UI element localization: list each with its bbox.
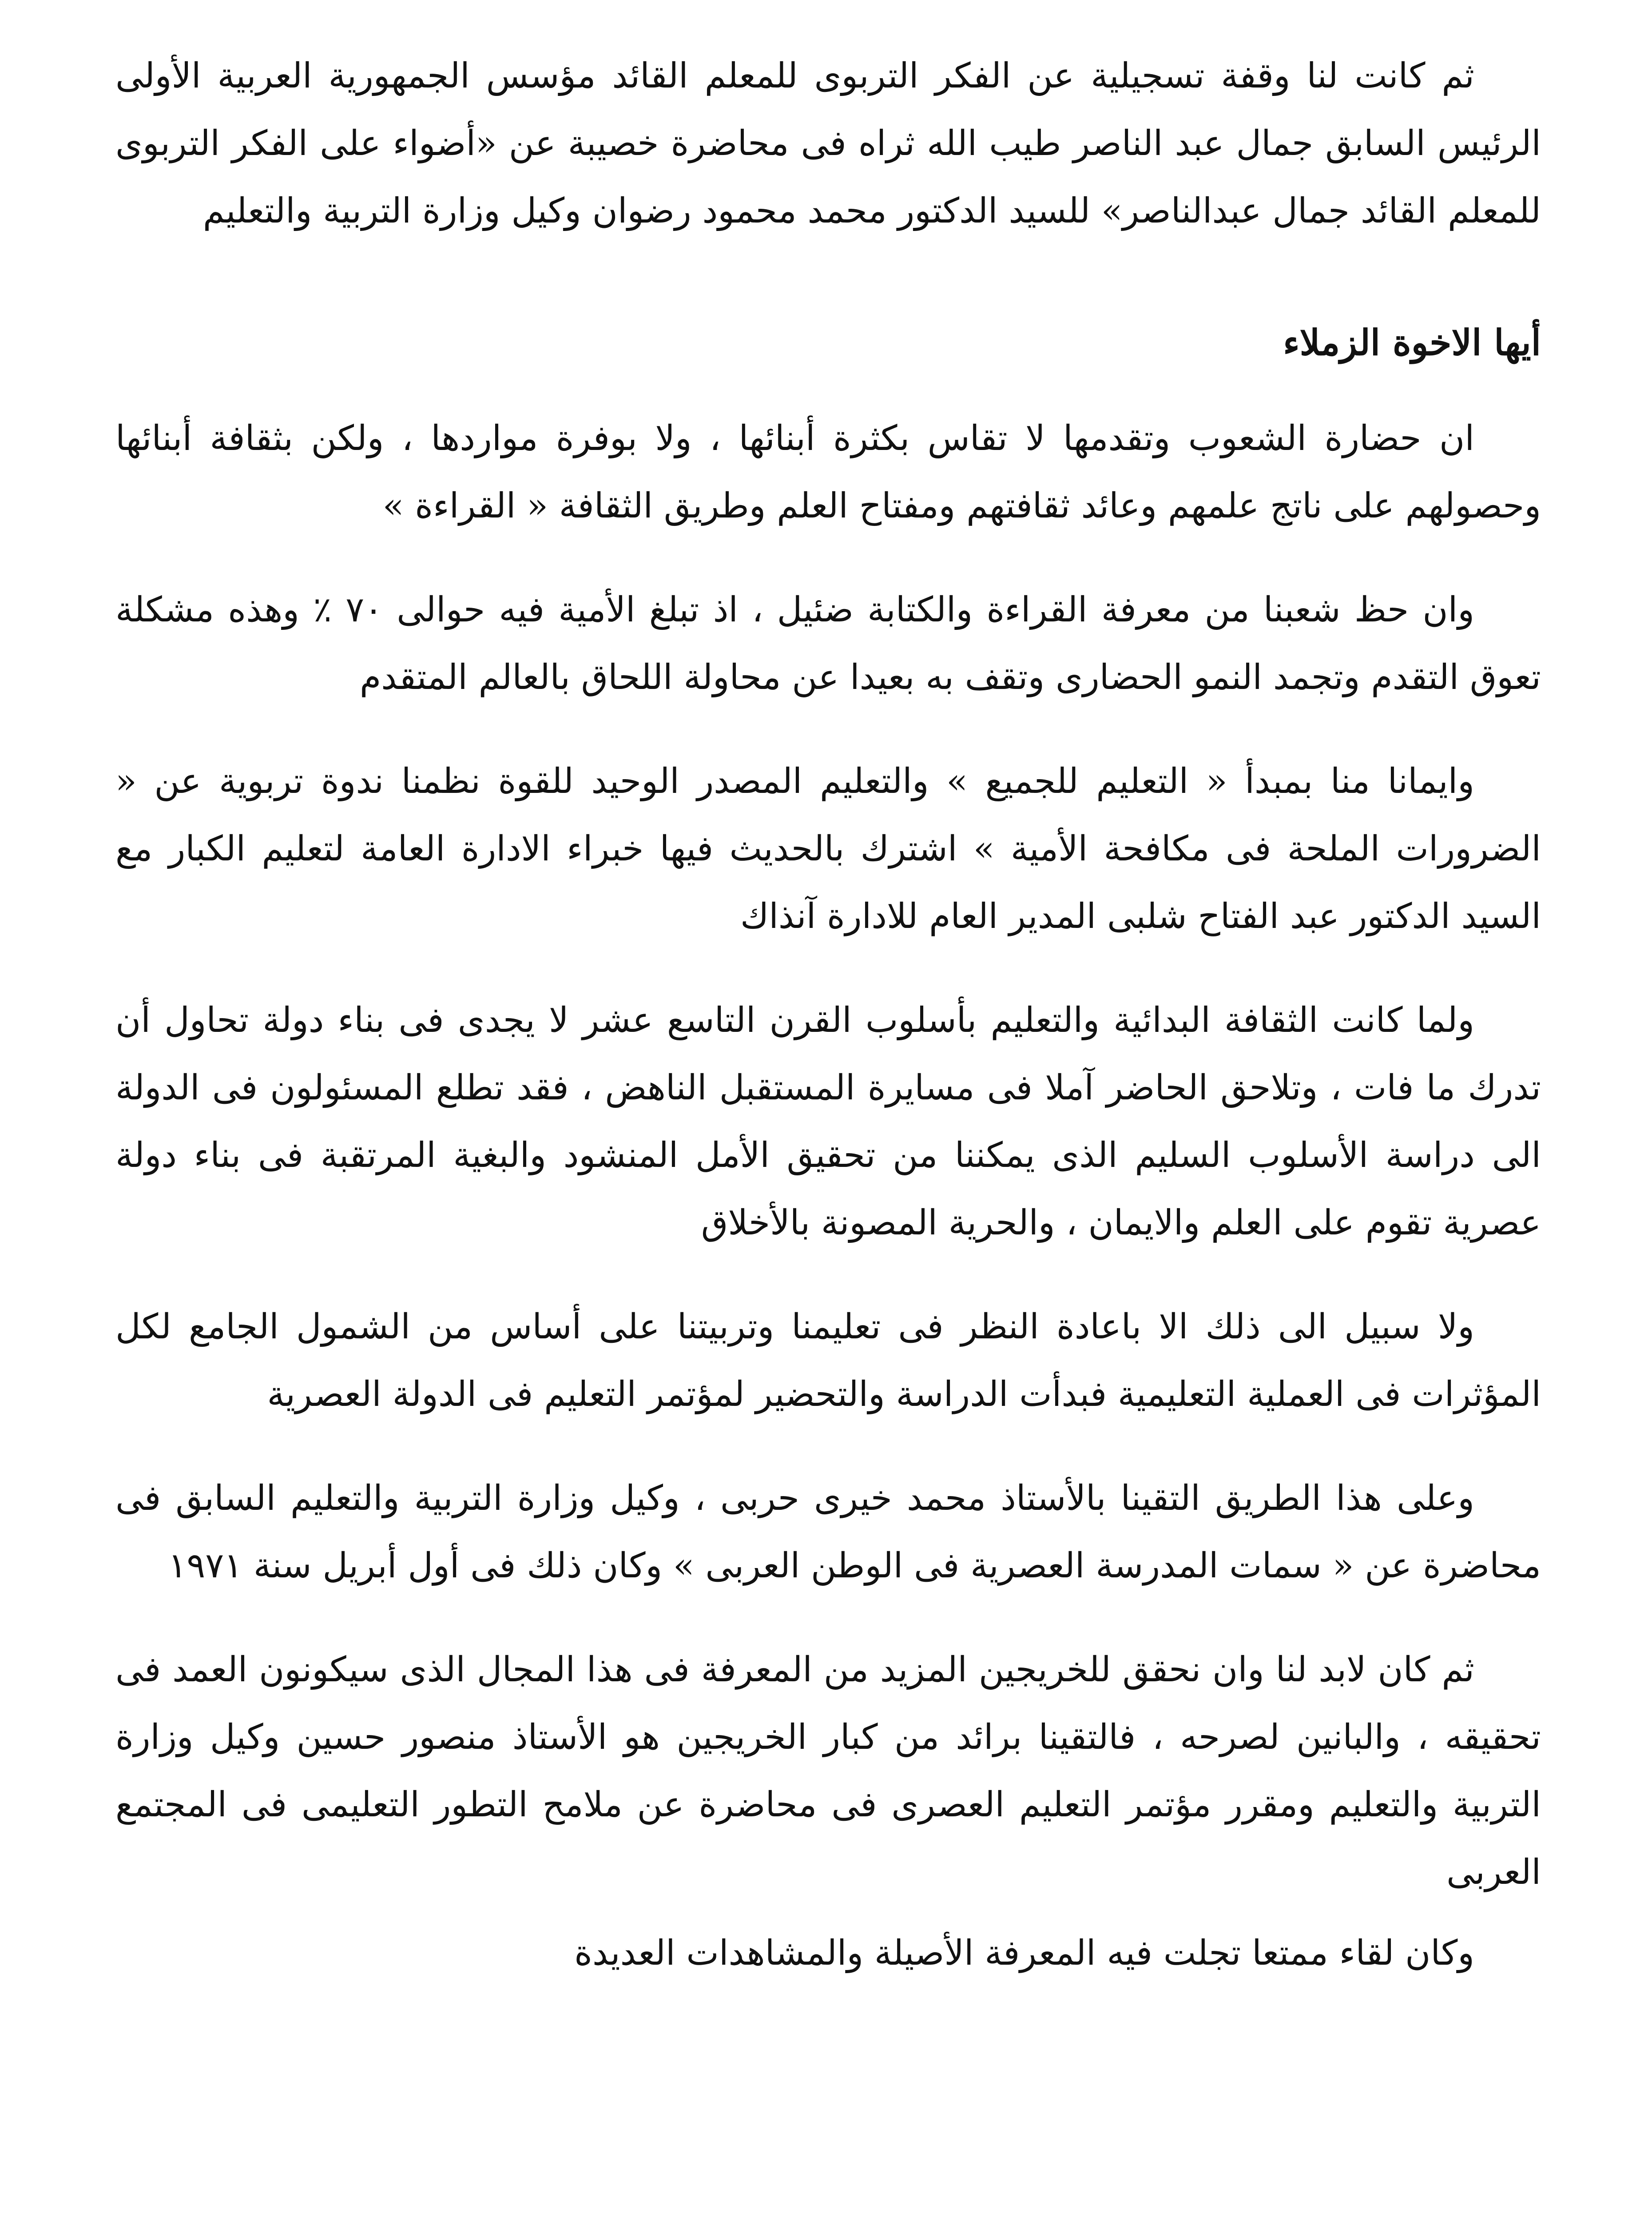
text-column <box>115 42 1541 1987</box>
paragraph-graduates: ثم كان لابد لنا وان نحقق للخريجين المزيد من المعرفة فى هذا المجال الذى سيكونون العمد فى تحقيقه ، والبانين لصرحه ، فالتقينا برائد من كبار الخريجين هو الأستاذ منصور حسين وكيل وزارة التربية والتعليم ومقرر مؤتمر التعليم العصرى فى محاضرة عن ملامح التطور التعليمى فى المجتمع العربى <box>115 1650 1541 1892</box>
paragraph-modern-state: ولما كانت الثقافة البدائية والتعليم بأسلوب القرن التاسع عشر لا يجدى فى بناء دولة تحاول أن تدرك ما فات ، وتلاحق الحاضر آملا فى مسايرة المستقبل الناهض ، فقد تطلع المسئولون فى الدولة الى دراسة الأسلوب السليم الذى يمكننا من تحقيق الأمل المنشود والبغية المرتقبة فى بناء دولة عصرية تقوم على العلم والايمان ، والحرية المصونة بالأخلاق <box>115 1000 1541 1243</box>
intro-paragraph: ثم كانت لنا وقفة تسجيلية عن الفكر التربوى للمعلم القائد مؤسس الجمهورية العربية الأولى الرئيس السابق جمال عبد الناصر طيب الله ثراه فى محاضرة خصيبة عن «أضواء على الفكر التربوى للمعلم القائد جمال عبدالناصر» للسيد الدكتور محمد محمود رضوان وكيل وزارة التربية والتعليم <box>115 56 1541 231</box>
paragraph-civilization: ان حضارة الشعوب وتقدمها لا تقاس بكثرة أبنائها ، ولا بوفرة مواردها ، ولكن بثقافة أبنائها وحصولهم على ناتج علمهم وعائد ثقافتهم ومفتاح العلم وطريق الثقافة « القراءة » <box>115 418 1541 526</box>
paragraph-literacy: وان حظ شعبنا من معرفة القراءة والكتابة ضئيل ، اذ تبلغ الأمية فيه حوالى ٧٠ ٪ وهذه مشكلة تعوق التقدم وتجمد النمو الحضارى وتقف به بعيدا عن محاولة اللحاق بالعالم المتقدم <box>115 590 1541 697</box>
paragraph-reconsideration: ولا سبيل الى ذلك الا باعادة النظر فى تعليمنا وتربيتنا على أساس من الشمول الجامع لكل المؤثرات فى العملية التعليمية فبدأت الدراسة والتحضير لمؤتمر التعليم فى الدولة العصرية <box>115 1307 1541 1414</box>
section-heading: أيها الاخوة الزملاء <box>1283 322 1541 363</box>
paragraph-modern-school-lecture: وعلى هذا الطريق التقينا بالأستاذ محمد خيرى حربى ، وكيل وزارة التربية والتعليم السابق فى محاضرة عن « سمات المدرسة العصرية فى الوطن العربى » وكان ذلك فى أول أبريل سنة ١٩٧١ <box>115 1478 1541 1586</box>
paragraph-education-for-all: وايمانا منا بمبدأ « التعليم للجميع » والتعليم المصدر الوحيد للقوة نظمنا ندوة تربوية عن « الضرورات الملحة فى مكافحة الأمية » اشترك بالحديث فيها خبراء الادارة العامة لتعليم الكبار مع السيد الدكتور عبد الفتاح شلبى المدير العام للادارة آنذاك <box>115 761 1541 936</box>
paragraph-meeting: وكان لقاء ممتعا تجلت فيه المعرفة الأصيلة والمشاهدات العديدة <box>574 1933 1474 1973</box>
